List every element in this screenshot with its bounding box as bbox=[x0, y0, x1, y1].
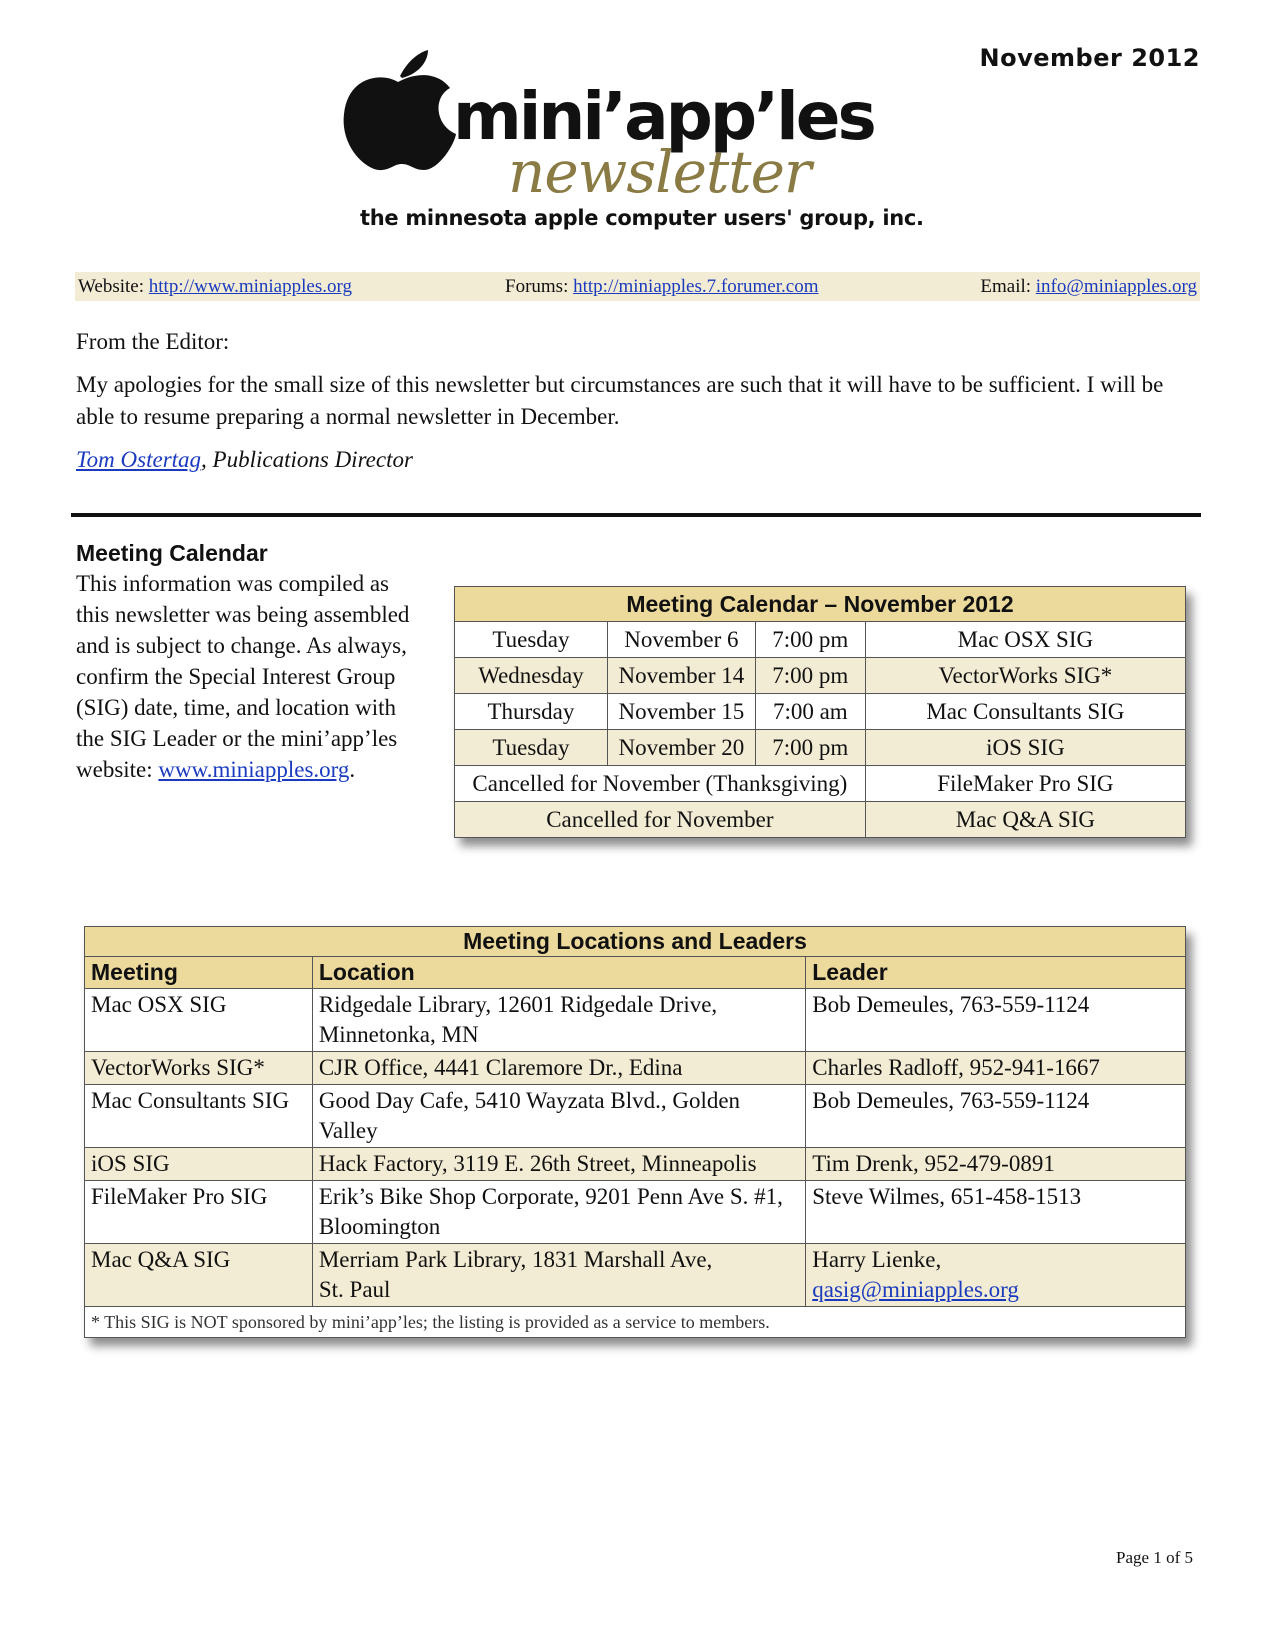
logo-brand: mini’app’les bbox=[453, 78, 874, 155]
qasig-email-link[interactable]: qasig@miniapples.org bbox=[812, 1277, 1019, 1302]
email-link[interactable]: info@miniapples.org bbox=[1035, 276, 1197, 297]
calendar-row-cancelled: Cancelled for November Mac Q&A SIG bbox=[455, 802, 1186, 838]
calendar-row: Tuesday November 6 7:00 pm Mac OSX SIG bbox=[455, 622, 1186, 658]
calendar-row-cancelled: Cancelled for November (Thanksgiving) FileMaker Pro SIG bbox=[455, 766, 1186, 802]
calendar-row: Tuesday November 20 7:00 pm iOS SIG bbox=[455, 730, 1186, 766]
forums-contact: Forums: http://miniapples.7.forumer.com bbox=[505, 276, 819, 297]
locations-header-row: Meeting Location Leader bbox=[85, 957, 1186, 989]
page-number: Page 1 of 5 bbox=[1116, 1548, 1193, 1567]
table-row: VectorWorks SIG* CJR Office, 4441 Claremore Dr., Edina Charles Radloff, 952-941-1667 bbox=[85, 1052, 1186, 1085]
newsletter-logo bbox=[338, 38, 938, 243]
editor-author-link[interactable]: Tom Ostertag bbox=[76, 447, 202, 472]
forums-link[interactable]: http://miniapples.7.forumer.com bbox=[573, 276, 819, 297]
logo-tagline: the minnesota apple computer users' group, inc. bbox=[360, 206, 924, 230]
website-contact: Website: http://www.miniapples.org bbox=[78, 276, 352, 297]
calendar-intro: Meeting Calendar This information was compiled as this newsletter was being assembled and is subject to change. As always, confirm the Special Interest Group (SIG) date, time, and location with the SIG Leader or the mini’app’les website: www.miniapples.org. bbox=[76, 538, 421, 785]
apple-logo-icon bbox=[338, 38, 458, 173]
editor-body: My apologies for the small size of this newsletter but circumstances are such that it will have to be sufficient. I will be able to resume preparing a normal newsletter in December. bbox=[76, 372, 1164, 429]
calendar-row: Thursday November 15 7:00 am Mac Consultants SIG bbox=[455, 694, 1186, 730]
calendar-intro-text: This information was compiled as this newsletter was being assembled and is subject to change. As always, confirm the Special Interest Group (SIG) date, time, and location with the SIG Leader or the mini’app’les website: bbox=[76, 571, 410, 782]
locations-footnote: * This SIG is NOT sponsored by mini’app’les; the listing is provided as a service to members. bbox=[85, 1307, 1186, 1338]
editor-heading: From the Editor: bbox=[76, 329, 230, 354]
locations-table-title: Meeting Locations and Leaders bbox=[85, 927, 1186, 957]
calendar-row: Wednesday November 14 7:00 pm VectorWorks SIG* bbox=[455, 658, 1186, 694]
editor-signature: Tom Ostertag, Publications Director bbox=[76, 447, 413, 472]
calendar-website-link[interactable]: www.miniapples.org bbox=[158, 757, 350, 782]
table-row: FileMaker Pro SIG Erik’s Bike Shop Corporate, 9201 Penn Ave S. #1, Bloomington Steve Wilmes, 651-458-1513 bbox=[85, 1181, 1186, 1244]
table-row: iOS SIG Hack Factory, 3119 E. 26th Street, Minneapolis Tim Drenk, 952-479-0891 bbox=[85, 1148, 1186, 1181]
logo-subtitle: newsletter bbox=[508, 138, 811, 206]
table-row: Mac Consultants SIG Good Day Cafe, 5410 Wayzata Blvd., Golden Valley Bob Demeules, 763-559-1124 bbox=[85, 1085, 1186, 1148]
calendar-table-title: Meeting Calendar – November 2012 bbox=[455, 587, 1186, 622]
meeting-calendar-table bbox=[454, 586, 1186, 838]
editor-note bbox=[76, 326, 1201, 487]
issue-date: November 2012 bbox=[979, 44, 1200, 72]
table-row: Mac Q&A SIG Merriam Park Library, 1831 Marshall Ave, St. Paul Harry Lienke, qasig@miniapples.org bbox=[85, 1244, 1186, 1307]
contact-bar bbox=[75, 272, 1200, 301]
calendar-heading: Meeting Calendar bbox=[76, 540, 268, 566]
meeting-locations-table bbox=[84, 926, 1186, 1338]
section-divider bbox=[71, 513, 1201, 517]
website-link[interactable]: http://www.miniapples.org bbox=[148, 276, 352, 297]
email-contact: Email: info@miniapples.org bbox=[980, 276, 1197, 297]
table-row: Mac OSX SIG Ridgedale Library, 12601 Ridgedale Drive, Minnetonka, MN Bob Demeules, 763-559-1124 bbox=[85, 989, 1186, 1052]
